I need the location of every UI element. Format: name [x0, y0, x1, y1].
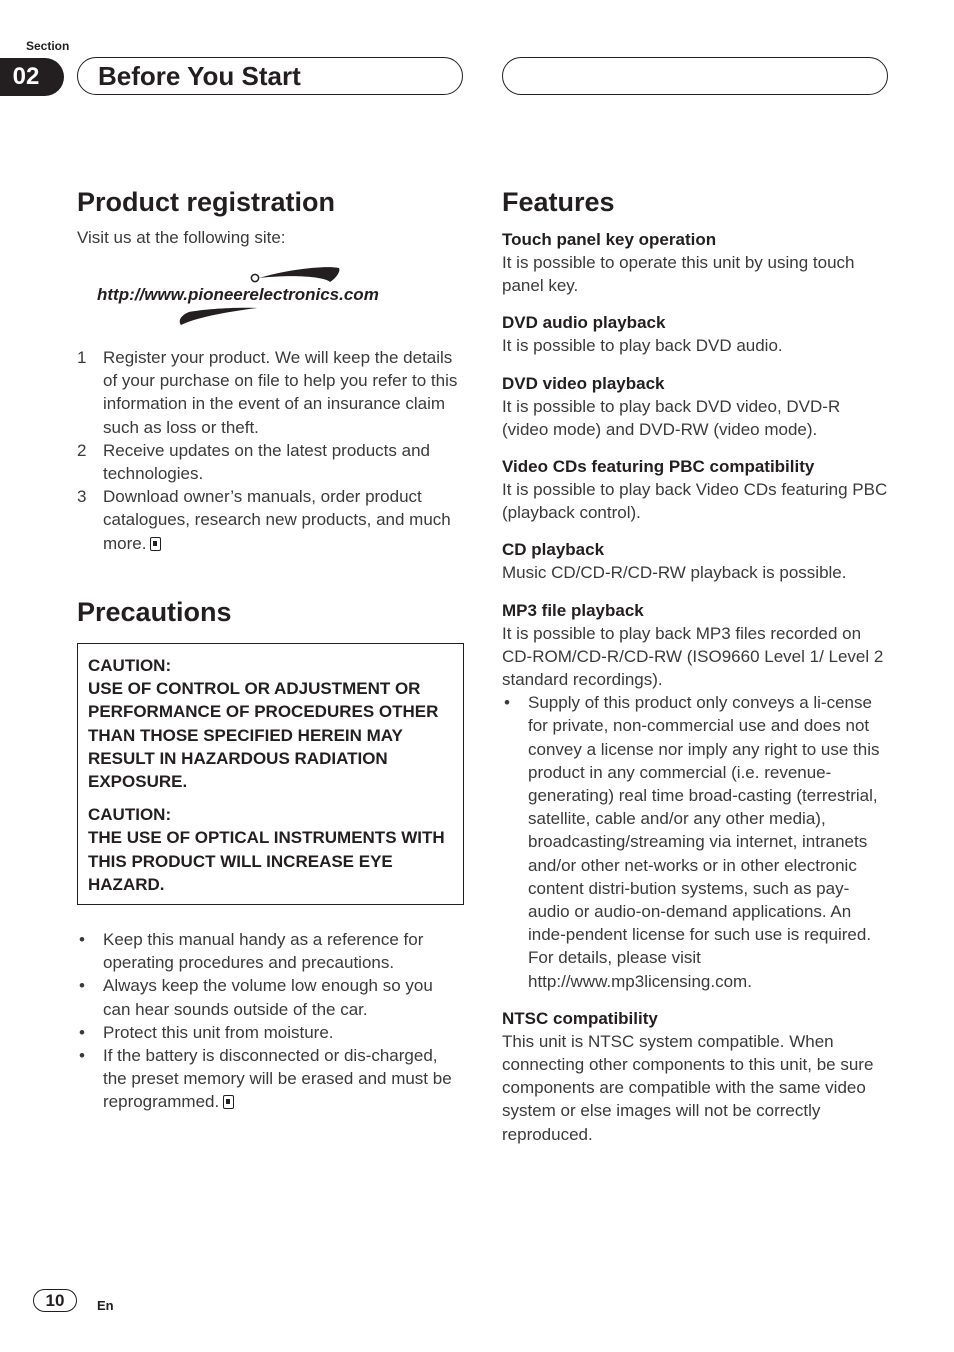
- page-number: 10: [33, 1289, 77, 1312]
- list-item: • Protect this unit from moisture.: [77, 1021, 464, 1044]
- list-item: [77, 346, 464, 439]
- section-end-icon: [223, 1095, 234, 1109]
- registration-benefits-list: [77, 346, 464, 555]
- feature-text: This unit is NTSC system compatible. When connecting other components to this unit, be sure components are compatible with the same video system or else images will not be correctly reproduced.: [502, 1031, 874, 1144]
- feature-item: [502, 1007, 888, 1146]
- feature-title: Touch panel key operation: [502, 230, 717, 249]
- feature-text: Music CD/CD-R/CD-RW playback is possible.: [502, 563, 847, 583]
- caution-title: CAUTION:: [88, 656, 172, 675]
- feature-item: [502, 538, 888, 584]
- feature-text: It is possible to operate this unit by using touch panel key.: [502, 253, 855, 296]
- feature-title: MP3 file playback: [502, 600, 644, 620]
- feature-title: NTSC compatibility: [502, 1008, 658, 1028]
- list-item: • Always keep the volume low enough so you can hear sounds outside of the car.: [77, 974, 464, 1020]
- section-number-badge: 02: [0, 58, 64, 96]
- language-code: En: [97, 1298, 114, 1313]
- product-registration-section: [77, 186, 464, 249]
- feature-text: It is possible to play back DVD video, DVD-R (video mode) and DVD-RW (video mode).: [502, 396, 841, 439]
- feature-item: [502, 599, 888, 993]
- feature-item: [502, 372, 888, 441]
- empty-header-frame: [502, 57, 888, 95]
- list-item-number: 1: [77, 348, 87, 367]
- precautions-heading: Precautions: [77, 597, 232, 627]
- list-item: • Supply of this product only conveys a li-cense for private, non-commercial use and does not convey a license nor imply any right to use this product in any commercial (i.e. revenue-generating) real time broad-casting (terrestrial, satellite, cable and/or any other media), broadcasting/streaming via internet, intranets and/or other net-works or in other electronic content distri-bution systems, such as pay-audio or audio-on-demand applications. An inde-pendent license for such use is required. For details, please visit http://www.mp3licensing.com.: [502, 691, 888, 993]
- product-registration-heading: Product registration: [77, 187, 336, 217]
- feature-title: CD playback: [502, 540, 605, 560]
- feature-text: It is possible to play back Video CDs featuring PBC (playback control).: [502, 480, 888, 523]
- visit-intro: Visit us at the following site:: [77, 228, 286, 247]
- feature-text: It is possible to play back DVD audio.: [502, 336, 783, 356]
- features-section: [502, 186, 888, 1160]
- feature-item: [502, 455, 888, 524]
- feature-item: [502, 228, 888, 297]
- caution-text: USE OF CONTROL OR ADJUSTMENT OR PERFORMANCE OF PROCEDURES OTHER THAN THOSE SPECIFIED HEREIN MAY RESULT IN HAZARDOUS RADIATION EXPOSURE.: [88, 679, 439, 792]
- list-item-text: Register your product. We will keep the details of your purchase on file to help you refer to this information in the event of an insurance claim such as loss or theft.: [103, 348, 458, 437]
- feature-item: [502, 311, 888, 357]
- caution-box: [77, 643, 464, 905]
- list-item-text: If the battery is disconnected or dis-charged, the preset memory will be erased and must be reprogrammed.: [103, 1046, 452, 1112]
- section-label: Section: [26, 39, 70, 53]
- caution-title: CAUTION:: [88, 805, 172, 825]
- precautions-list: [77, 928, 464, 1114]
- list-item-text: Download owner’s manuals, order product catalogues, research new products, and much more.: [103, 487, 451, 553]
- list-item-text: Receive updates on the latest products and technologies.: [103, 440, 430, 484]
- caution-text: THE USE OF OPTICAL INSTRUMENTS WITH THIS PRODUCT WILL INCREASE EYE HAZARD.: [88, 828, 445, 894]
- feature-text: It is possible to play back MP3 files recorded on CD-ROM/CD-R/CD-RW (ISO9660 Level 1/ Level 2 standard recordings).: [502, 623, 884, 690]
- feature-title: DVD video playback: [502, 373, 665, 393]
- registration-url-link[interactable]: http://www.pioneerelectronics.com: [97, 285, 379, 304]
- chapter-title: Before You Start: [77, 57, 463, 95]
- list-item-number: 3: [77, 487, 87, 507]
- feature-title: DVD audio playback: [502, 313, 666, 333]
- features-heading: Features: [502, 187, 615, 217]
- list-item: [77, 439, 464, 485]
- list-item: [77, 1044, 464, 1114]
- feature-title: Video CDs featuring PBC compatibility: [502, 457, 815, 477]
- section-end-icon: [150, 537, 161, 551]
- list-item: • Keep this manual handy as a reference for operating procedures and precautions.: [77, 928, 464, 974]
- list-item-number: 2: [77, 440, 87, 460]
- list-item: [77, 485, 464, 555]
